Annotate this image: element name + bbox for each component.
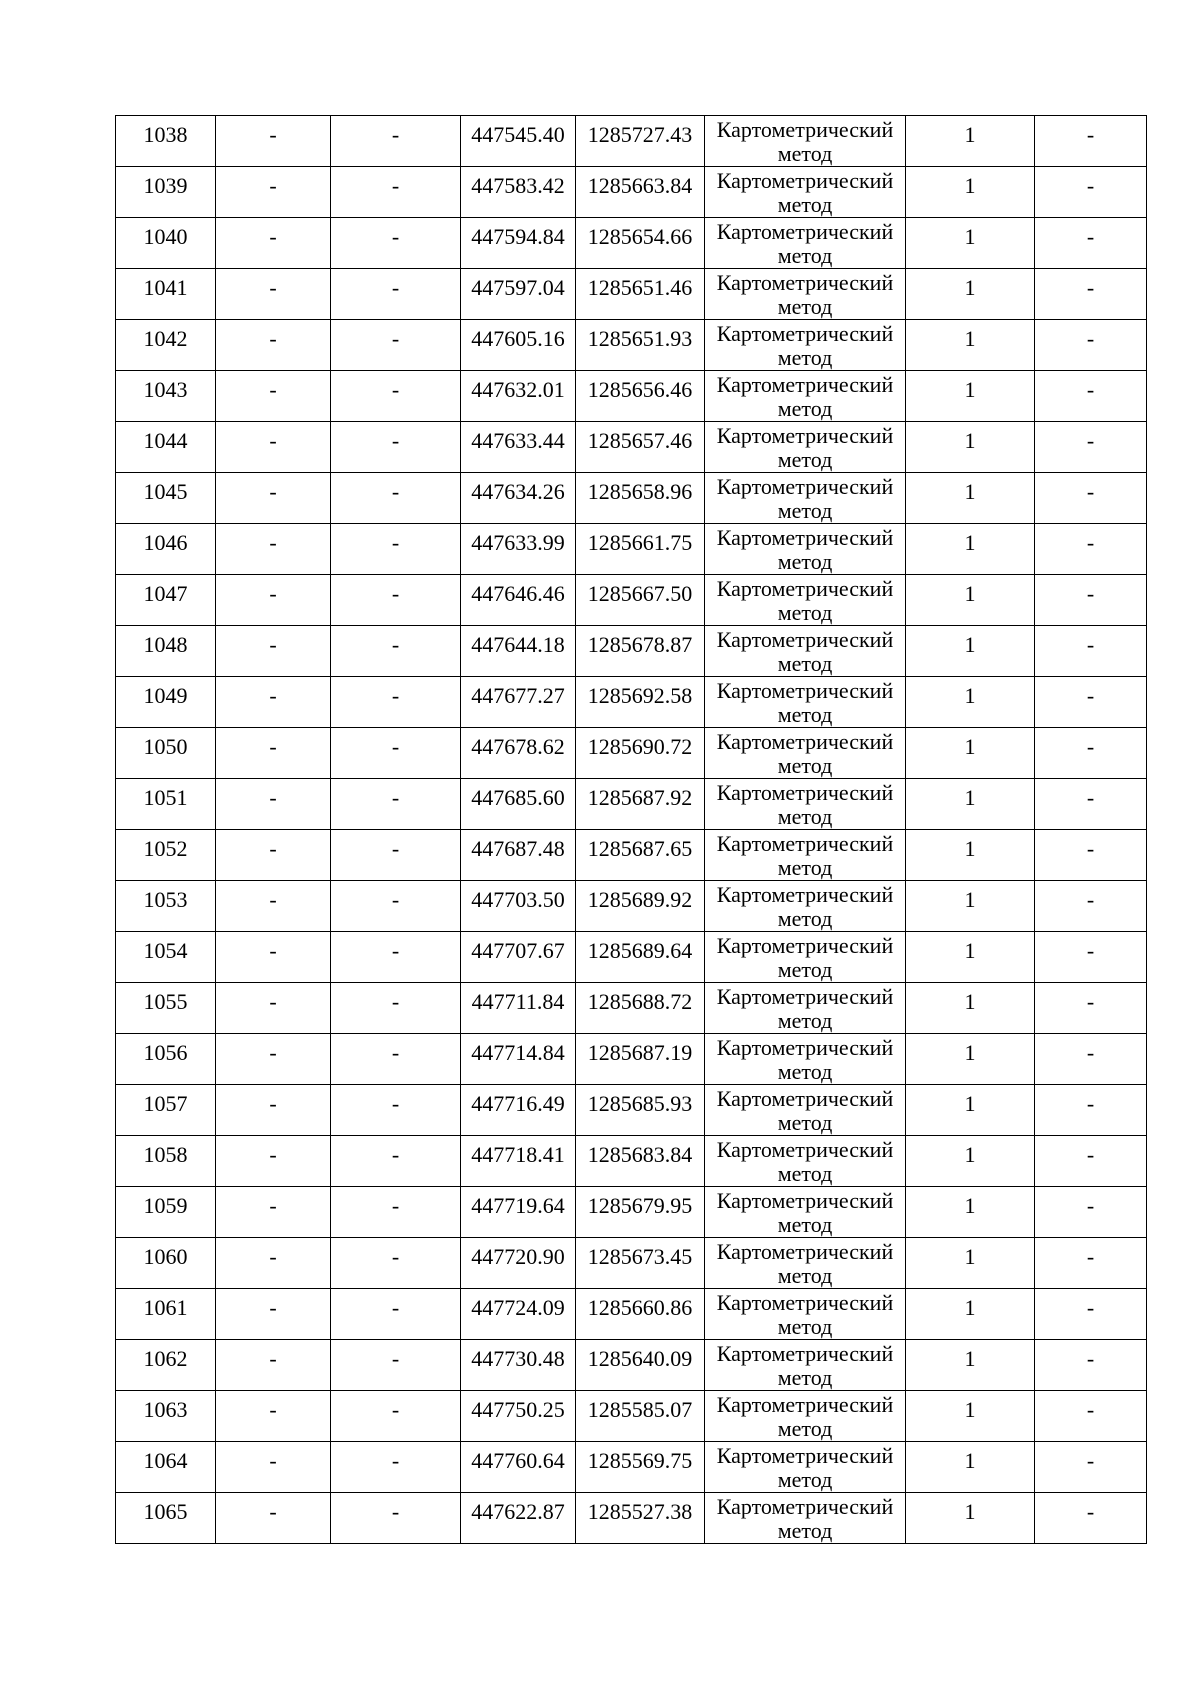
method-text: Картометрический метод — [716, 831, 894, 880]
method-text: Картометрический метод — [716, 117, 894, 166]
y-coordinate-cell: 1285687.19 — [576, 1034, 705, 1085]
y-coordinate-cell: 1285667.50 — [576, 575, 705, 626]
x-coordinate-cell: 447634.26 — [461, 473, 576, 524]
accuracy-cell: 1 — [906, 932, 1035, 983]
empty-cell-col2: - — [216, 320, 331, 371]
note-cell: - — [1035, 320, 1147, 371]
method-cell — [705, 779, 906, 830]
x-coordinate-cell: 447583.42 — [461, 167, 576, 218]
note-cell: - — [1035, 1391, 1147, 1442]
table-row — [116, 524, 1147, 575]
empty-cell-col3: - — [331, 269, 461, 320]
x-coordinate-cell: 447594.84 — [461, 218, 576, 269]
table-row — [116, 167, 1147, 218]
empty-cell-col3: - — [331, 830, 461, 881]
method-cell — [705, 932, 906, 983]
y-coordinate-cell: 1285679.95 — [576, 1187, 705, 1238]
accuracy-cell: 1 — [906, 1034, 1035, 1085]
method-cell — [705, 371, 906, 422]
accuracy-cell: 1 — [906, 1493, 1035, 1544]
y-coordinate-cell: 1285640.09 — [576, 1340, 705, 1391]
y-coordinate-cell: 1285678.87 — [576, 626, 705, 677]
empty-cell-col2: - — [216, 1391, 331, 1442]
point-number-cell: 1048 — [116, 626, 216, 677]
empty-cell-col2: - — [216, 473, 331, 524]
x-coordinate-cell: 447687.48 — [461, 830, 576, 881]
y-coordinate-cell: 1285569.75 — [576, 1442, 705, 1493]
method-cell — [705, 1034, 906, 1085]
method-cell — [705, 1442, 906, 1493]
accuracy-cell: 1 — [906, 1187, 1035, 1238]
empty-cell-col3: - — [331, 1034, 461, 1085]
method-text: Картометрический метод — [716, 1239, 894, 1288]
y-coordinate-cell: 1285673.45 — [576, 1238, 705, 1289]
table-row — [116, 371, 1147, 422]
method-text: Картометрический метод — [716, 270, 894, 319]
empty-cell-col3: - — [331, 371, 461, 422]
method-text: Картометрический метод — [716, 1035, 894, 1084]
accuracy-cell: 1 — [906, 575, 1035, 626]
y-coordinate-cell: 1285688.72 — [576, 983, 705, 1034]
empty-cell-col3: - — [331, 218, 461, 269]
method-text: Картометрический метод — [716, 321, 894, 370]
note-cell: - — [1035, 728, 1147, 779]
method-cell — [705, 983, 906, 1034]
empty-cell-col2: - — [216, 167, 331, 218]
method-text: Картометрический метод — [716, 1494, 894, 1543]
empty-cell-col2: - — [216, 524, 331, 575]
y-coordinate-cell: 1285692.58 — [576, 677, 705, 728]
point-number-cell: 1057 — [116, 1085, 216, 1136]
point-number-cell: 1039 — [116, 167, 216, 218]
y-coordinate-cell: 1285687.92 — [576, 779, 705, 830]
empty-cell-col2: - — [216, 626, 331, 677]
point-number-cell: 1041 — [116, 269, 216, 320]
accuracy-cell: 1 — [906, 167, 1035, 218]
empty-cell-col3: - — [331, 1493, 461, 1544]
accuracy-cell: 1 — [906, 728, 1035, 779]
method-cell — [705, 1493, 906, 1544]
table-row — [116, 881, 1147, 932]
accuracy-cell: 1 — [906, 830, 1035, 881]
accuracy-cell: 1 — [906, 116, 1035, 167]
table-row — [116, 269, 1147, 320]
table-row — [116, 1187, 1147, 1238]
empty-cell-col2: - — [216, 677, 331, 728]
note-cell: - — [1035, 524, 1147, 575]
method-cell — [705, 320, 906, 371]
accuracy-cell: 1 — [906, 473, 1035, 524]
point-number-cell: 1055 — [116, 983, 216, 1034]
empty-cell-col2: - — [216, 218, 331, 269]
method-text: Картометрический метод — [716, 219, 894, 268]
method-text: Картометрический метод — [716, 423, 894, 472]
x-coordinate-cell: 447605.16 — [461, 320, 576, 371]
note-cell: - — [1035, 371, 1147, 422]
method-text: Картометрический метод — [716, 933, 894, 982]
y-coordinate-cell: 1285585.07 — [576, 1391, 705, 1442]
note-cell: - — [1035, 1340, 1147, 1391]
empty-cell-col3: - — [331, 1340, 461, 1391]
method-text: Картометрический метод — [716, 1443, 894, 1492]
empty-cell-col2: - — [216, 728, 331, 779]
point-number-cell: 1044 — [116, 422, 216, 473]
empty-cell-col3: - — [331, 1136, 461, 1187]
method-cell — [705, 218, 906, 269]
point-number-cell: 1059 — [116, 1187, 216, 1238]
x-coordinate-cell: 447707.67 — [461, 932, 576, 983]
table-row — [116, 830, 1147, 881]
table-row — [116, 1034, 1147, 1085]
empty-cell-col3: - — [331, 1442, 461, 1493]
note-cell: - — [1035, 881, 1147, 932]
y-coordinate-cell: 1285657.46 — [576, 422, 705, 473]
y-coordinate-cell: 1285660.86 — [576, 1289, 705, 1340]
method-text: Картометрический метод — [716, 1086, 894, 1135]
empty-cell-col3: - — [331, 626, 461, 677]
point-number-cell: 1043 — [116, 371, 216, 422]
accuracy-cell: 1 — [906, 524, 1035, 575]
method-text: Картометрический метод — [716, 474, 894, 523]
accuracy-cell: 1 — [906, 1136, 1035, 1187]
y-coordinate-cell: 1285658.96 — [576, 473, 705, 524]
accuracy-cell: 1 — [906, 983, 1035, 1034]
note-cell: - — [1035, 218, 1147, 269]
point-number-cell: 1046 — [116, 524, 216, 575]
note-cell: - — [1035, 422, 1147, 473]
table-row — [116, 626, 1147, 677]
empty-cell-col2: - — [216, 1136, 331, 1187]
y-coordinate-cell: 1285527.38 — [576, 1493, 705, 1544]
x-coordinate-cell: 447678.62 — [461, 728, 576, 779]
table-row — [116, 1442, 1147, 1493]
accuracy-cell: 1 — [906, 1340, 1035, 1391]
empty-cell-col3: - — [331, 575, 461, 626]
empty-cell-col2: - — [216, 881, 331, 932]
empty-cell-col2: - — [216, 1442, 331, 1493]
point-number-cell: 1042 — [116, 320, 216, 371]
accuracy-cell: 1 — [906, 1289, 1035, 1340]
accuracy-cell: 1 — [906, 1391, 1035, 1442]
empty-cell-col2: - — [216, 269, 331, 320]
table-row — [116, 1289, 1147, 1340]
table-row — [116, 575, 1147, 626]
note-cell: - — [1035, 575, 1147, 626]
x-coordinate-cell: 447760.64 — [461, 1442, 576, 1493]
table-row — [116, 320, 1147, 371]
note-cell: - — [1035, 932, 1147, 983]
empty-cell-col3: - — [331, 1238, 461, 1289]
method-cell — [705, 881, 906, 932]
note-cell: - — [1035, 1085, 1147, 1136]
empty-cell-col2: - — [216, 1187, 331, 1238]
point-number-cell: 1038 — [116, 116, 216, 167]
method-cell — [705, 1289, 906, 1340]
empty-cell-col2: - — [216, 422, 331, 473]
note-cell: - — [1035, 1238, 1147, 1289]
y-coordinate-cell: 1285651.46 — [576, 269, 705, 320]
x-coordinate-cell: 447711.84 — [461, 983, 576, 1034]
x-coordinate-cell: 447644.18 — [461, 626, 576, 677]
method-cell — [705, 167, 906, 218]
x-coordinate-cell: 447622.87 — [461, 1493, 576, 1544]
empty-cell-col3: - — [331, 473, 461, 524]
accuracy-cell: 1 — [906, 881, 1035, 932]
table-row — [116, 473, 1147, 524]
method-text: Картометрический метод — [716, 1290, 894, 1339]
method-text: Картометрический метод — [716, 372, 894, 421]
empty-cell-col2: - — [216, 1238, 331, 1289]
empty-cell-col2: - — [216, 932, 331, 983]
x-coordinate-cell: 447718.41 — [461, 1136, 576, 1187]
empty-cell-col3: - — [331, 983, 461, 1034]
empty-cell-col2: - — [216, 371, 331, 422]
empty-cell-col2: - — [216, 983, 331, 1034]
point-number-cell: 1040 — [116, 218, 216, 269]
method-cell — [705, 116, 906, 167]
empty-cell-col3: - — [331, 1085, 461, 1136]
point-number-cell: 1056 — [116, 1034, 216, 1085]
note-cell: - — [1035, 983, 1147, 1034]
empty-cell-col3: - — [331, 881, 461, 932]
point-number-cell: 1050 — [116, 728, 216, 779]
x-coordinate-cell: 447677.27 — [461, 677, 576, 728]
note-cell: - — [1035, 677, 1147, 728]
method-text: Картометрический метод — [716, 678, 894, 727]
point-number-cell: 1051 — [116, 779, 216, 830]
table-row — [116, 1085, 1147, 1136]
method-cell — [705, 524, 906, 575]
table-row — [116, 728, 1147, 779]
method-cell — [705, 1340, 906, 1391]
point-number-cell: 1064 — [116, 1442, 216, 1493]
y-coordinate-cell: 1285661.75 — [576, 524, 705, 575]
method-cell — [705, 422, 906, 473]
point-number-cell: 1054 — [116, 932, 216, 983]
empty-cell-col3: - — [331, 779, 461, 830]
method-text: Картометрический метод — [716, 168, 894, 217]
method-cell — [705, 626, 906, 677]
method-cell — [705, 728, 906, 779]
empty-cell-col2: - — [216, 116, 331, 167]
accuracy-cell: 1 — [906, 1085, 1035, 1136]
note-cell: - — [1035, 830, 1147, 881]
empty-cell-col2: - — [216, 779, 331, 830]
point-number-cell: 1062 — [116, 1340, 216, 1391]
x-coordinate-cell: 447750.25 — [461, 1391, 576, 1442]
coordinates-table — [115, 115, 1147, 1544]
note-cell: - — [1035, 116, 1147, 167]
method-text: Картометрический метод — [716, 627, 894, 676]
point-number-cell: 1049 — [116, 677, 216, 728]
note-cell: - — [1035, 1493, 1147, 1544]
note-cell: - — [1035, 1289, 1147, 1340]
y-coordinate-cell: 1285683.84 — [576, 1136, 705, 1187]
empty-cell-col2: - — [216, 830, 331, 881]
empty-cell-col3: - — [331, 116, 461, 167]
table-row — [116, 1340, 1147, 1391]
note-cell: - — [1035, 167, 1147, 218]
x-coordinate-cell: 447545.40 — [461, 116, 576, 167]
method-cell — [705, 1187, 906, 1238]
x-coordinate-cell: 447724.09 — [461, 1289, 576, 1340]
table-row — [116, 1136, 1147, 1187]
y-coordinate-cell: 1285663.84 — [576, 167, 705, 218]
empty-cell-col2: - — [216, 1085, 331, 1136]
x-coordinate-cell: 447720.90 — [461, 1238, 576, 1289]
x-coordinate-cell: 447714.84 — [461, 1034, 576, 1085]
empty-cell-col2: - — [216, 1340, 331, 1391]
y-coordinate-cell: 1285689.64 — [576, 932, 705, 983]
table-row — [116, 932, 1147, 983]
empty-cell-col3: - — [331, 1187, 461, 1238]
accuracy-cell: 1 — [906, 1442, 1035, 1493]
empty-cell-col3: - — [331, 677, 461, 728]
x-coordinate-cell: 447633.44 — [461, 422, 576, 473]
accuracy-cell: 1 — [906, 320, 1035, 371]
table-row — [116, 116, 1147, 167]
table-row — [116, 1391, 1147, 1442]
point-number-cell: 1053 — [116, 881, 216, 932]
method-text: Картометрический метод — [716, 1188, 894, 1237]
table-row — [116, 1238, 1147, 1289]
empty-cell-col3: - — [331, 524, 461, 575]
note-cell: - — [1035, 1034, 1147, 1085]
note-cell: - — [1035, 269, 1147, 320]
method-cell — [705, 830, 906, 881]
empty-cell-col3: - — [331, 1391, 461, 1442]
point-number-cell: 1047 — [116, 575, 216, 626]
note-cell: - — [1035, 1187, 1147, 1238]
x-coordinate-cell: 447685.60 — [461, 779, 576, 830]
method-text: Картометрический метод — [716, 984, 894, 1033]
empty-cell-col2: - — [216, 1034, 331, 1085]
x-coordinate-cell: 447703.50 — [461, 881, 576, 932]
table-row — [116, 983, 1147, 1034]
method-cell — [705, 269, 906, 320]
table-row — [116, 779, 1147, 830]
point-number-cell: 1052 — [116, 830, 216, 881]
accuracy-cell: 1 — [906, 371, 1035, 422]
coordinates-table-body — [116, 116, 1147, 1544]
table-row — [116, 422, 1147, 473]
x-coordinate-cell: 447633.99 — [461, 524, 576, 575]
note-cell: - — [1035, 779, 1147, 830]
method-cell — [705, 677, 906, 728]
empty-cell-col2: - — [216, 575, 331, 626]
table-row — [116, 1493, 1147, 1544]
y-coordinate-cell: 1285654.66 — [576, 218, 705, 269]
method-cell — [705, 1238, 906, 1289]
x-coordinate-cell: 447646.46 — [461, 575, 576, 626]
method-text: Картометрический метод — [716, 1392, 894, 1441]
empty-cell-col3: - — [331, 320, 461, 371]
x-coordinate-cell: 447597.04 — [461, 269, 576, 320]
point-number-cell: 1061 — [116, 1289, 216, 1340]
empty-cell-col2: - — [216, 1289, 331, 1340]
empty-cell-col3: - — [331, 422, 461, 473]
point-number-cell: 1063 — [116, 1391, 216, 1442]
method-text: Картометрический метод — [716, 1341, 894, 1390]
accuracy-cell: 1 — [906, 779, 1035, 830]
note-cell: - — [1035, 473, 1147, 524]
point-number-cell: 1045 — [116, 473, 216, 524]
method-text: Картометрический метод — [716, 525, 894, 574]
method-cell — [705, 1085, 906, 1136]
x-coordinate-cell: 447632.01 — [461, 371, 576, 422]
accuracy-cell: 1 — [906, 677, 1035, 728]
point-number-cell: 1065 — [116, 1493, 216, 1544]
table-row — [116, 218, 1147, 269]
empty-cell-col2: - — [216, 1493, 331, 1544]
method-text: Картометрический метод — [716, 576, 894, 625]
y-coordinate-cell: 1285690.72 — [576, 728, 705, 779]
method-cell — [705, 575, 906, 626]
accuracy-cell: 1 — [906, 218, 1035, 269]
method-cell — [705, 473, 906, 524]
y-coordinate-cell: 1285651.93 — [576, 320, 705, 371]
accuracy-cell: 1 — [906, 626, 1035, 677]
accuracy-cell: 1 — [906, 422, 1035, 473]
point-number-cell: 1060 — [116, 1238, 216, 1289]
method-text: Картометрический метод — [716, 1137, 894, 1186]
method-cell — [705, 1136, 906, 1187]
x-coordinate-cell: 447730.48 — [461, 1340, 576, 1391]
y-coordinate-cell: 1285656.46 — [576, 371, 705, 422]
y-coordinate-cell: 1285727.43 — [576, 116, 705, 167]
method-text: Картометрический метод — [716, 780, 894, 829]
y-coordinate-cell: 1285687.65 — [576, 830, 705, 881]
empty-cell-col3: - — [331, 728, 461, 779]
y-coordinate-cell: 1285689.92 — [576, 881, 705, 932]
note-cell: - — [1035, 626, 1147, 677]
empty-cell-col3: - — [331, 932, 461, 983]
accuracy-cell: 1 — [906, 269, 1035, 320]
empty-cell-col3: - — [331, 167, 461, 218]
x-coordinate-cell: 447719.64 — [461, 1187, 576, 1238]
method-cell — [705, 1391, 906, 1442]
method-text: Картометрический метод — [716, 729, 894, 778]
y-coordinate-cell: 1285685.93 — [576, 1085, 705, 1136]
x-coordinate-cell: 447716.49 — [461, 1085, 576, 1136]
table-row — [116, 677, 1147, 728]
note-cell: - — [1035, 1136, 1147, 1187]
point-number-cell: 1058 — [116, 1136, 216, 1187]
empty-cell-col3: - — [331, 1289, 461, 1340]
method-text: Картометрический метод — [716, 882, 894, 931]
note-cell: - — [1035, 1442, 1147, 1493]
accuracy-cell: 1 — [906, 1238, 1035, 1289]
